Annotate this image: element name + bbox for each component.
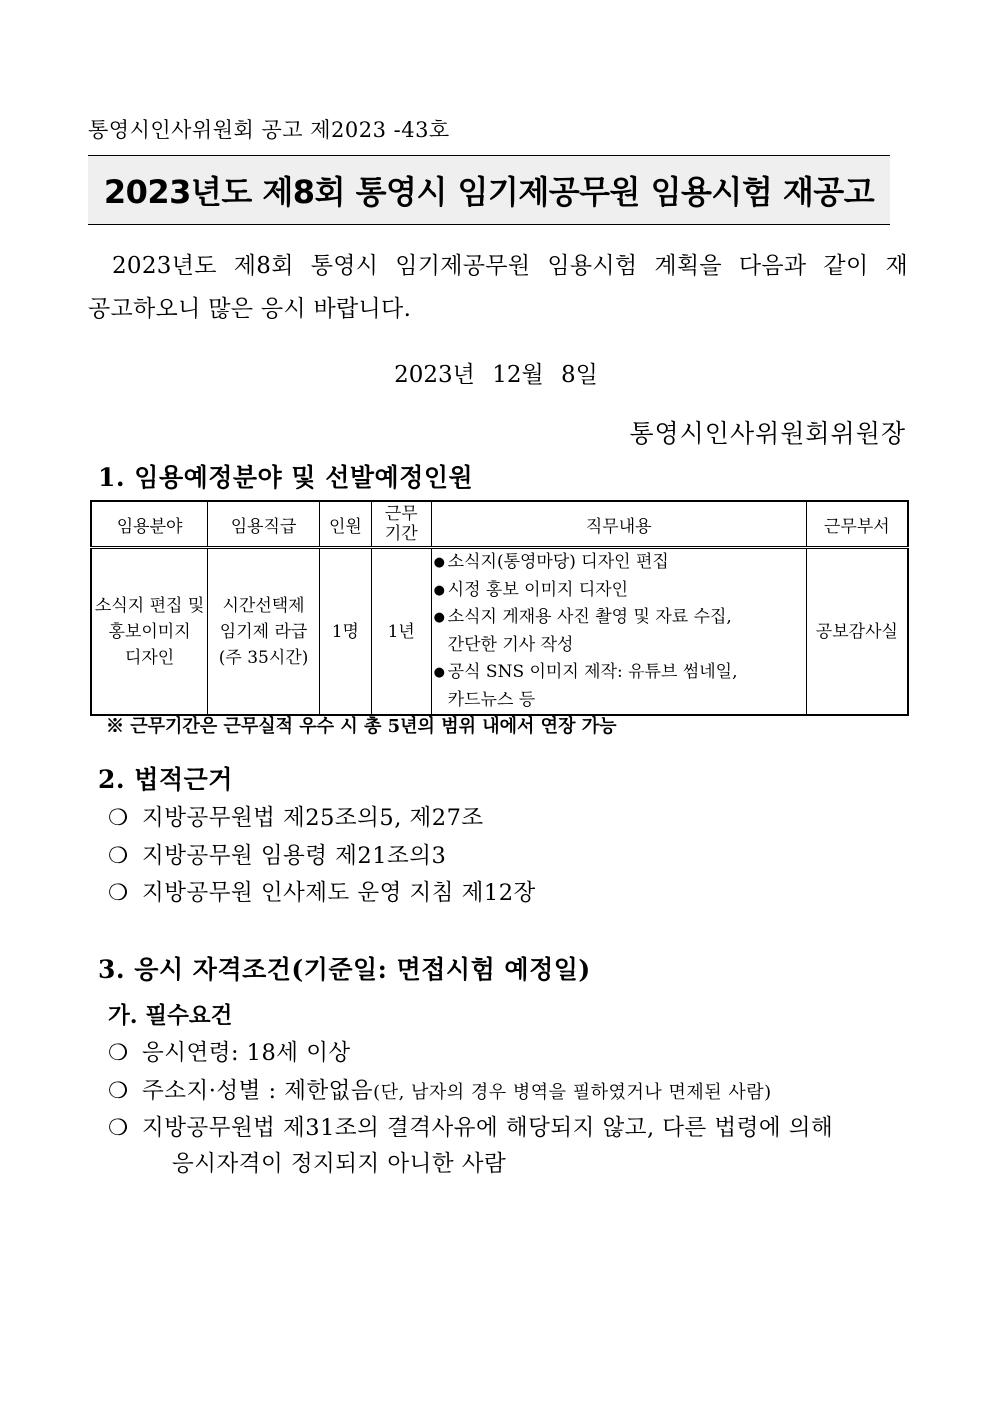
intro-word: 임용시험 [547,253,638,279]
item-text: 지방공무원법 제25조의5, 제27조 [142,805,484,831]
cell-department: 공보감사실 [806,548,908,716]
cell-grade [208,548,320,716]
bullet-icon: ● [433,610,446,625]
circle-bullet-icon: ❍ [108,880,129,906]
list-item [108,1073,772,1105]
duty-text: 시정 홍보 이미지 디자인 [447,579,629,600]
list-item [108,875,536,907]
table-note: ※ 근무기간은 근무실적 우수 시 총 5년의 범위 내에서 연장 가능 [106,716,617,737]
cell-field [91,548,208,716]
duty-text: 소식지(통영마당) 디자인 편집 [447,552,669,572]
intro-word: 2023년도 [112,253,217,279]
list-item [108,838,446,870]
item-text-small: (단, 남자의 경우 병역을 필하였거나 면제된 사람) [373,1082,772,1103]
cell-line: 임기제 라급 [219,621,308,642]
duty-list [432,549,806,714]
circle-bullet-icon: ❍ [108,1078,129,1104]
item-text: 지방공무원법 제31조의 결격사유에 해당되지 않고, 다른 법령에 의해 [142,1115,834,1141]
circle-bullet-icon: ❍ [108,805,129,831]
header-department: 근무부서 [806,501,908,548]
list-item [432,549,800,577]
duty-text: 카드뉴스 등 [447,689,536,710]
item-continuation: 응시자격이 정지되지 아니한 사람 [172,1151,507,1177]
bullet-icon: ● [433,665,446,680]
cell-line: 소식지 편집 및 [94,595,205,616]
header-period-line: 근무 [384,504,418,524]
duty-text: 소식지 게재용 사진 촬영 및 자료 수집, [447,607,732,627]
header-grade: 임용직급 [208,501,320,548]
signer: 통영시인사위원회위원장 [629,419,906,448]
intro-word: 임기제공무원 [395,253,531,279]
section-2-title: 2. 법적근거 [98,765,233,794]
header-count: 인원 [319,501,371,548]
recruitment-table [90,500,909,716]
item-text: 지방공무원 인사제도 운영 지침 제12장 [142,880,536,906]
intro-word: 계획을 [654,253,722,279]
list-item [432,577,800,605]
intro-word: 통영시 [310,253,379,279]
header-period [371,501,431,548]
list-item [108,800,484,832]
notice-number: 통영시인사위원회 공고 제2023 -43호 [88,118,450,142]
page-title: 2023년도 제8회 통영시 임기제공무원 임용시험 재공고 [103,173,875,211]
intro-word: 다음과 [738,253,807,279]
intro-line-1 [88,245,908,288]
duty-text: 간단한 기사 작성 [447,634,574,655]
circle-bullet-icon: ❍ [108,1115,129,1141]
header-duties: 직무내용 [431,501,806,548]
list-item [108,1035,351,1067]
bullet-icon: ● [433,582,446,598]
duty-text: 공식 SNS 이미지 제작: 유튜브 썸네일, [447,662,738,682]
cell-period: 1년 [371,548,431,716]
bullet-icon: ● [433,555,446,570]
list-item [432,659,800,714]
cell-line: 시간선택제 [222,595,305,616]
header-period-line: 기간 [384,524,418,544]
section-3-title: 3. 응시 자격조건(기준일: 면접시험 예정일) [98,955,591,984]
header-field: 임용분야 [91,501,208,548]
intro-paragraph [88,245,908,331]
title-box [88,155,890,225]
section-1-title: 1. 임용예정분야 및 선발예정인원 [98,463,474,492]
table-header-row [91,501,908,548]
intro-line-2: 공고하오니 많은 응시 바랍니다. [88,296,412,322]
cell-duties [431,548,806,716]
intro-word: 같이 [823,253,869,279]
cell-count: 1명 [319,548,371,716]
item-text: 주소지·성별 : 제한없음 [142,1078,374,1104]
cell-line: 홍보이미지 [108,621,191,642]
notice-date: 2023년 12월 8일 [394,362,598,388]
section-3-subtitle: 가. 필수요건 [108,1003,233,1029]
item-text: 지방공무원 임용령 제21조의3 [142,843,447,869]
intro-word: 제8회 [233,253,294,279]
cell-line: (주 35시간) [218,647,309,668]
item-text: 응시연령: 18세 이상 [142,1040,351,1066]
list-item [432,604,800,659]
circle-bullet-icon: ❍ [108,1040,129,1066]
list-item [108,1110,833,1142]
cell-line: 디자인 [124,647,175,668]
intro-word: 재 [885,253,908,279]
circle-bullet-icon: ❍ [108,843,129,869]
table-row [91,548,908,716]
